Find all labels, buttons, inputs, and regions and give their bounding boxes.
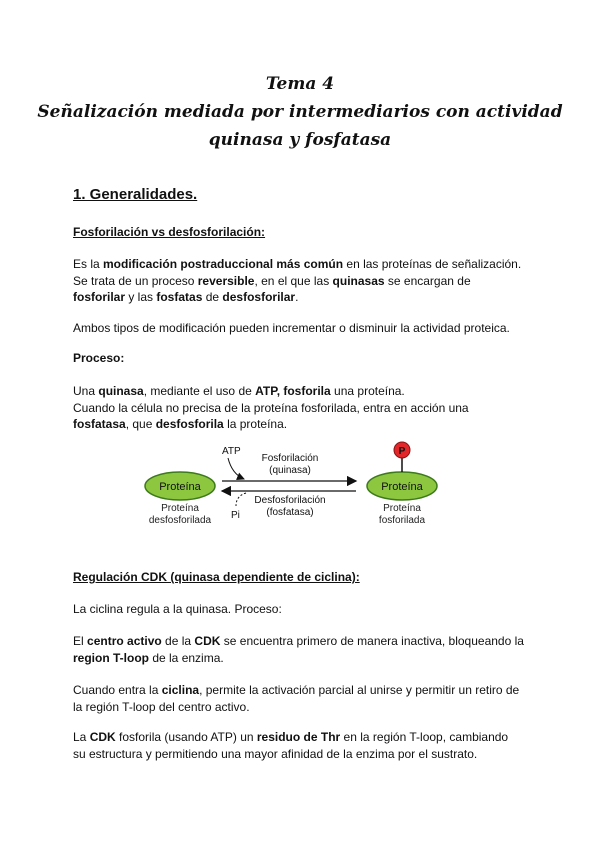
paragraph-cdk-2: El centro activo de la CDK se encuentra primero de manera inactiva, bloqueando la region T-loop de la enzima. (73, 634, 524, 665)
paragraph-cdk-1: La ciclina regula a la quinasa. Proceso: (73, 602, 282, 616)
title-line-3: quinasa y fosfatasa (208, 130, 392, 150)
pi-curved-arrow (236, 493, 246, 506)
forward-label-2: (quinasa) (269, 465, 311, 476)
pi-label: Pi (231, 510, 240, 521)
atp-label: ATP (222, 446, 241, 457)
reverse-label-2: (fosfatasa) (266, 507, 314, 518)
document-title (0, 70, 600, 154)
label-right-2: fosforilada (378, 515, 426, 526)
paragraph-cdk-3: Cuando entra la ciclina, permite la activación parcial al unirse y permitir un retiro de la región T-loop del centro activo. (73, 683, 520, 714)
reverse-label-1: Desfosforilación (254, 495, 326, 506)
phosphate-badge-label: P (398, 446, 406, 457)
label-left-2: desfosforilada (148, 515, 212, 526)
protein-left-text: Proteína (159, 481, 201, 493)
title-line-1: Tema 4 (265, 74, 335, 94)
label-right-1: Proteína (383, 503, 421, 514)
protein-right-text: Proteína (381, 481, 423, 493)
paragraph-cdk-4: La CDK fosforila (usando ATP) un residuo de Thr en la región T-loop, cambiando su estructura y permitiendo una mayor afinidad de la enzima por el sustrato. (73, 730, 509, 761)
phosphorylation-diagram (140, 436, 440, 536)
title-line-2: Señalización mediada por intermediarios con actividad (37, 102, 563, 122)
section-heading-generalidades: 1. Generalidades. (73, 186, 198, 203)
subheading-cdk: Regulación CDK (quinasa dependiente de ciclina): (73, 570, 360, 584)
atp-curved-arrow (228, 458, 244, 479)
paragraph-proceso: Una quinasa, mediante el uso de ATP, fosforila una proteína. Cuando la célula no precisa de la proteína fosforilada, entra en acción una fosfatasa, que desfosforila la proteína. (73, 384, 469, 431)
subheading-fosforilacion: Fosforilación vs desfosforilación: (73, 225, 266, 239)
paragraph-fosforilacion-2: Ambos tipos de modificación pueden incrementar o disminuir la actividad proteica. (73, 321, 510, 335)
label-left-1: Proteína (161, 503, 199, 514)
forward-label-1: Fosforilación (261, 453, 319, 464)
paragraph-fosforilacion-1: Es la modificación postraduccional más común en las proteínas de señalización. Se trata de un proceso reversible, en el que las quinasas se encargan de fosforilar y las fosfatas de desfosforilar. (73, 257, 522, 304)
subheading-proceso: Proceso: (73, 351, 125, 365)
